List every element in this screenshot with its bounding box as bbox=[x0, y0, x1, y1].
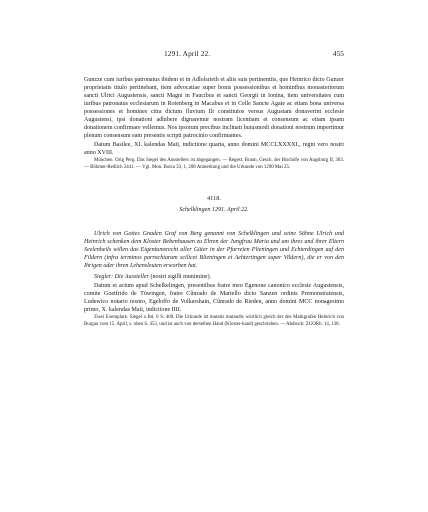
page-number: 455 bbox=[332, 49, 344, 58]
charter-place-date: Schelklingen 1291. April 22. bbox=[179, 206, 249, 213]
page-body bbox=[84, 76, 344, 328]
charter-regest: Ulrich von Gottes Gnaden Graf von Berg genannt von Schelklingen und seine Söhne Ulrich und Heinrich schenken dem Kloster Bebenhausen zu Ehren der Jungfrau Maria und um ihres und ihrer Eltern Seelenheils willen das Eigentumsrecht aller Güter in der Pfarreien Plieningen und Echterdingen auf den Fildern (infra terminos parrochiarum scilicet Blieningen et Aehtertingen super Vildern), die er von den Ihrigen oder ihren Lehensleuten erworben hat. bbox=[84, 230, 344, 270]
charter-number: 4118. bbox=[207, 194, 221, 202]
charter-dating: Datum et actum apud Schelkelingen, presentibus fratre meo Egenone canonico ecclesie Augustensis, comite Goetfrido de Tüwingen, fratre Cûnrado de Martello dicto Sanzen ordinis Premonstratensis, Ludewico notario nostro, Egeloffo de Volkershain, Cûnrado de Rieden, anno domini MCC nonagesimo primo, X. kalendas Maii, indictione IIII. bbox=[84, 283, 344, 314]
charter-seal bbox=[84, 273, 344, 281]
header-date: 1291. April 22. bbox=[164, 49, 211, 58]
previous-charter-text: Gunzze cum iuribus patronatus ibidem et in Adlolsrieth et aliis suis pertinentiis, que Heinrico dicto Gunzer proprietatis titulo pertinebant, item advocatiae super bonis possessionibus et hominibus monasteriorum sancti Ulrici Augustensis, sancti Magni in Faucibus et sancti Georgii in Ionina, item universitates cum iuribus patronatus ecclesiarum in Rotenberg in Macabus et in Celle Sancte Agate ac etiam bona universa possessiones et homines citra dictum fluvium Ilr constitutos versus Augustam donaverint ecclesie Augustensi, ipsi donationi adhibere dignaremur nostram licentiam et consensum ac etiam ipsam donationem confirmare vellemus. Nos ipsorum precibus inclinati huiusmodi donationi nostrum impertimur plenum consensum eam presentis scripti patrocinio confirmantes. bbox=[84, 77, 344, 140]
page-header bbox=[84, 49, 344, 61]
seal-label: Siegler: Die Aussteller bbox=[94, 274, 149, 281]
previous-charter-note: München. Orig Perg. Das Siegel des Ausstellers ist abgegangen. — Regest: Braun, Gesch. der Bischöfe von Augsburg II, 303. — Böhmer-Redlich 2441. — Vgl. Mon. Boica 33, 1, 208 Anmerkung und die Urkunde von 1290 Mai 25. bbox=[84, 158, 344, 170]
charter-note: Zwei Exemplare. Siegel a Bd. 6 S. 400. Die Urkunde ist mutatis mutandis wörtlich gleich der des Markgrafen Heinrich von Burgau vom 15. April, s. oben S. 453, und ist auch von derselben Hand (Kloster-hand) geschrieben. — Abdruck: ZGORh. 14, 138. bbox=[84, 315, 344, 327]
previous-charter-dating: Datum Basilee, XI. kalendas Maii, indictione quarta, anno domini MCCLXXXXI., regni vero nostri anno XVIII. bbox=[84, 142, 344, 157]
seal-text: (nostri sigilli munimine). bbox=[148, 274, 212, 281]
